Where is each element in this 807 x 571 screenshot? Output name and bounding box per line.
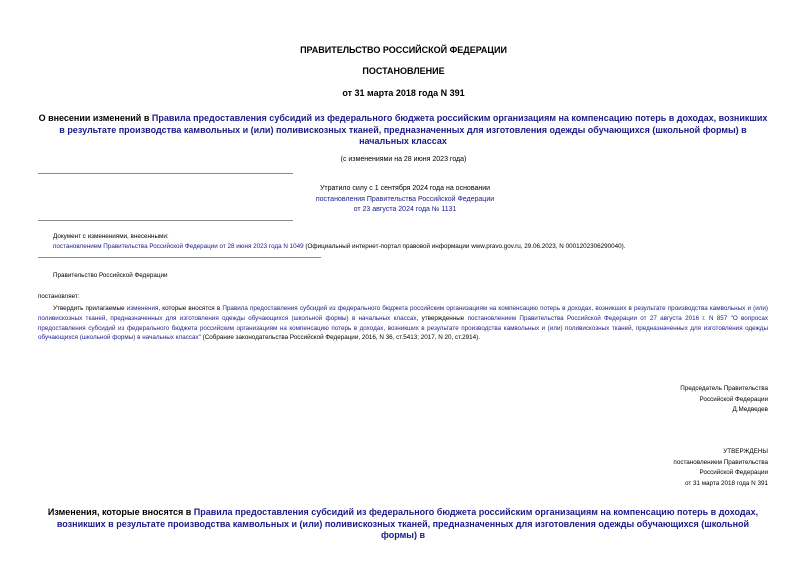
annex-title-prefix: Изменения, которые вносятся в: [47, 507, 194, 517]
amendments-label: Документ с изменениями, внесенными:: [53, 233, 169, 240]
paragraph-text: Утвердить прилагаемые: [53, 305, 127, 312]
expiry-decree-date-link[interactable]: от 23 августа 2024 года № 1131: [353, 206, 457, 213]
document-title: [38, 113, 768, 148]
divider: [38, 173, 293, 174]
signature-position: Председатель Правительства: [680, 385, 768, 392]
amendment-source: (Официальный интернет-портал правовой информации www.pravo.gov.ru, 29.06.2023, N 0001202306290040).: [303, 243, 626, 250]
approval-date: от 31 марта 2018 года N 391: [684, 479, 768, 487]
amended-note: (с изменениями на 28 июня 2023 года): [340, 156, 467, 163]
annex-rules-link[interactable]: Правила предоставления субсидий из федерального бюджета российским организациям на компенсацию потерь в доходах, возникших в результате производства камвольных и (или) поливискозных тканей, предназначенных для изготовления одежды обучающихся (школьной формы) в: [56, 507, 759, 540]
government-heading: ПРАВИТЕЛЬСТВО РОССИЙСКОЙ ФЕДЕРАЦИИ: [300, 45, 507, 55]
expiry-line: Утратило силу с 1 сентября 2024 года на основании: [319, 185, 491, 192]
expiry-note: [290, 184, 520, 216]
approval-line: Российской Федерации: [699, 469, 768, 476]
title-rules-link[interactable]: Правила предоставления субсидий из федерального бюджета российским организациям на компенсацию потерь в доходах, возникших в результате производства камвольных и (или) поливискозных тканей, предназначенных для изготовления одежды обучающихся (школьной формы) в начальных классах: [59, 113, 768, 146]
resolution-paragraph: [38, 304, 768, 343]
title-prefix: О внесении изменений в: [38, 113, 152, 123]
approval-block: [560, 447, 768, 489]
amendment-decree-link[interactable]: постановлением Правительства Российской Федерации от 28 июня 2023 года N 1049: [53, 243, 304, 250]
amendments-entry: [53, 243, 773, 250]
document-type: ПОСТАНОВЛЕНИЕ: [362, 66, 445, 76]
signature-country: Российской Федерации: [699, 395, 768, 403]
resolves-word: постановляет:: [38, 293, 80, 300]
changes-link[interactable]: изменения: [126, 305, 159, 312]
signature-block: [560, 384, 768, 416]
paragraph-text: , утвержденные: [416, 314, 468, 322]
decree-857-link[interactable]: постановлением Правительства Российской Федерации от 27 августа 2016 г. N 857 "О вопросах предоставления субсидий из федерального бюджета российским организациям на компенсацию потерь в доходах, возникших в результате производства камвольных и (или) поливискозных тканей, предназначенных для изготовления одежды обучающихся (школьной формы) в начальных классах": [38, 314, 768, 342]
divider: [38, 257, 321, 258]
paragraph-text: (Собрание законодательства Российской Федерации, 2016, N 36, ст.5413; 2017, N 20, ст.2914).: [200, 334, 480, 342]
approval-heading: УТВЕРЖДЕНЫ: [723, 448, 768, 455]
paragraph-text: , которые вносятся в: [158, 305, 223, 312]
document-date-number: от 31 марта 2018 года N 391: [342, 88, 465, 98]
annex-title: [38, 507, 768, 542]
divider: [38, 220, 293, 221]
approval-line: постановлением Правительства: [673, 458, 768, 466]
rules-link[interactable]: Правила предоставления субсидий из федерального бюджета российским организациям на компенсацию потерь в доходах, возникших в результате производства камвольных и (или) поливискозных тканей, предназначенных для изготовления одежды обучающихся (школьной формы) в начальных классах: [38, 305, 768, 322]
signature-name: Д.Медведев: [732, 406, 768, 413]
issuer: Правительство Российской Федерации: [53, 272, 168, 279]
expiry-decree-link[interactable]: постановления Правительства Российской Федерации: [315, 195, 495, 203]
